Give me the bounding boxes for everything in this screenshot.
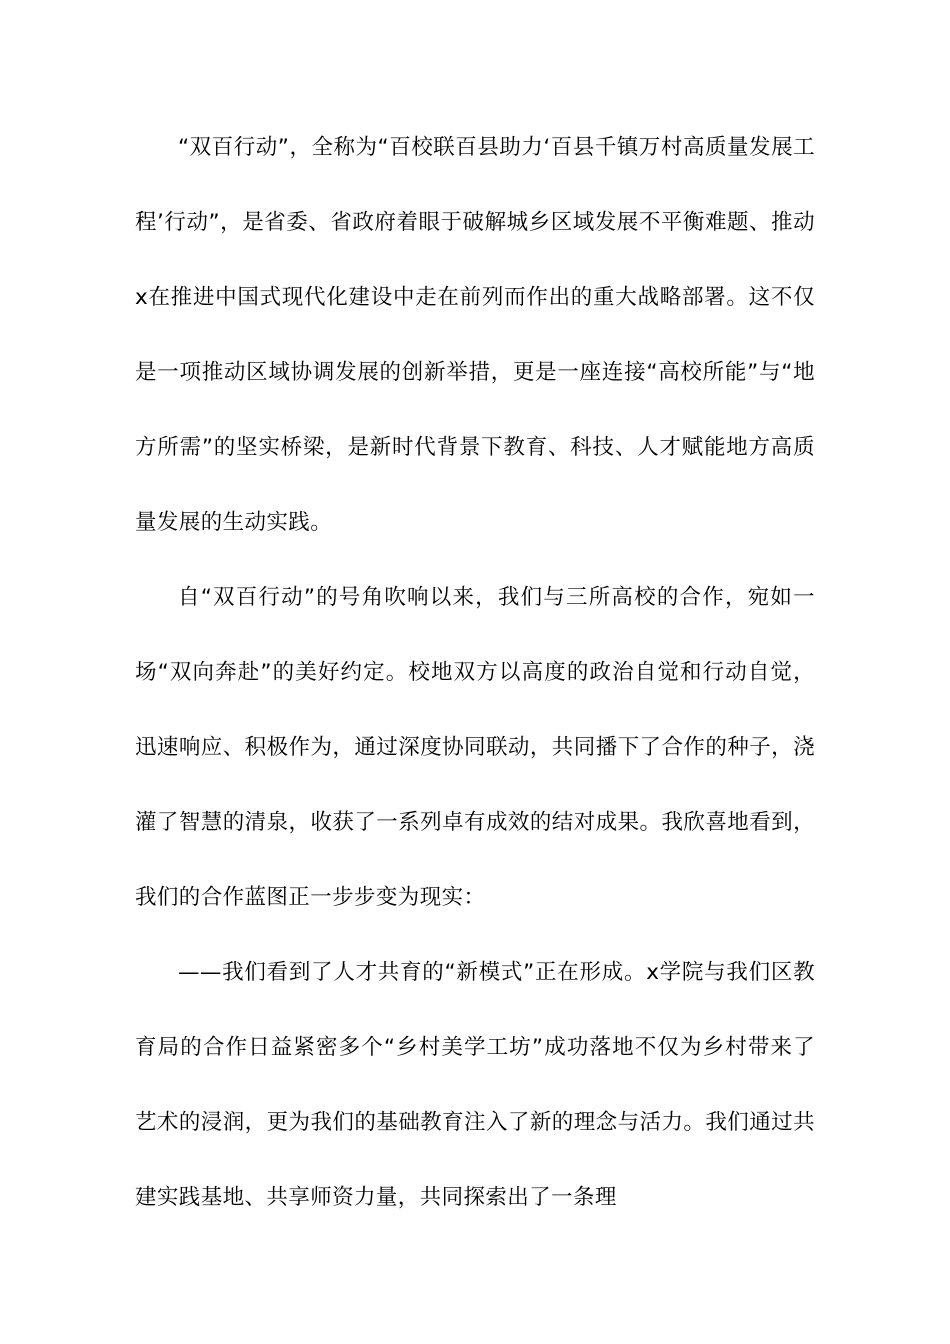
paragraph-2: 自“双百行动”的号角吹响以来，我们与三所高校的合作，宛如一场“双向奔赴”的美好约定。校地双方以高度的政治自觉和行动自觉，迅速响应、积极作为，通过深度协同联动，共同播下了合作的种子，浇灌了智慧的清泉，收获了一系列卓有成效的结对成果。我欣喜地看到，我们的合作蓝图正一步步变为现实： [135, 585, 815, 910]
paragraph-3: ——我们看到了人才共育的“新模式”正在形成。x学院与我们区教育局的合作日益紧密多个“乡村美学工坊”成功落地不仅为乡村带来了艺术的浸润，更为我们的基础教育注入了新的理念与活力。我们通过共建实践基地、共享师资力量，共同探索出了一条理 [135, 960, 815, 1210]
paragraph-1: “双百行动”，全称为“百校联百县助力‘百县千镇万村高质量发展工程’行动”，是省委、省政府着眼于破解城乡区域发展不平衡难题、推动x在推进中国式现代化建设中走在前列而作出的重大战略部署。这不仅是一项推动区域协调发展的创新举措，更是一座连接“高校所能”与“地方所需”的坚实桥梁，是新时代背景下教育、科技、人才赋能地方高质量发展的生动实践。 [135, 135, 815, 535]
document-body [135, 110, 815, 1235]
